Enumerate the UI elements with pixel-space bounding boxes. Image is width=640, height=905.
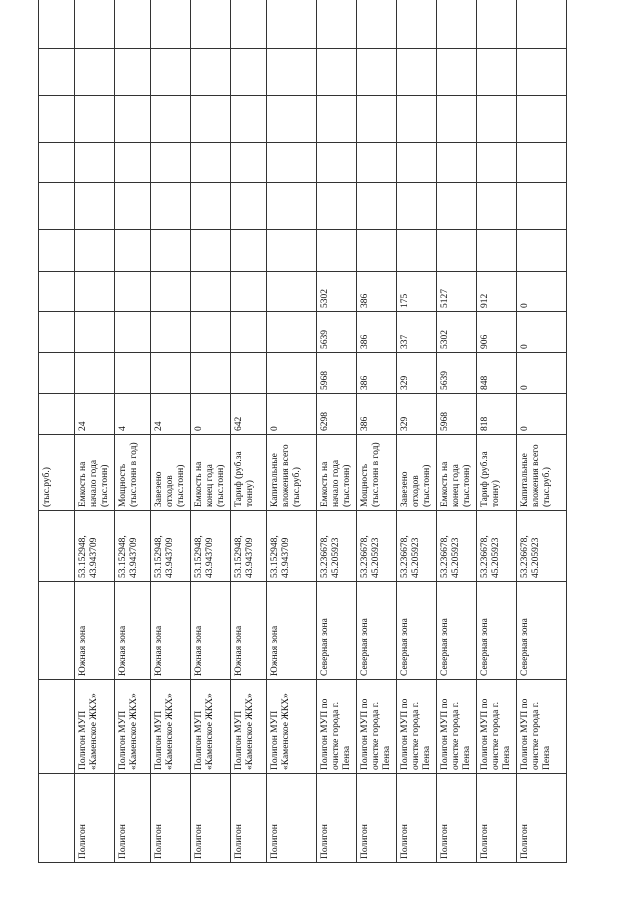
value-cell: [517, 49, 567, 96]
value-cell: [517, 230, 567, 272]
value-cell: 4: [115, 394, 151, 435]
value-cell: 329: [397, 353, 437, 394]
indicator-cell: Мощность (тыс.тонн в год): [357, 435, 397, 511]
value-cell: 5968: [317, 353, 357, 394]
coordinates-cell: 53.236678, 45.205923: [437, 511, 477, 582]
indicator-cell: Завезено отходов (тыс.тонн): [397, 435, 437, 511]
value-cell: [397, 143, 437, 183]
value-cell: 5302: [317, 272, 357, 312]
value-cell: [517, 143, 567, 183]
value-cell: [191, 0, 231, 49]
coordinates-cell: 53.152948, 43.943709: [267, 511, 317, 582]
value-cell: 0: [517, 272, 567, 312]
value-cell: [151, 312, 191, 353]
table-row: [437, 0, 477, 863]
value-cell: [191, 49, 231, 96]
value-cell: [317, 183, 357, 230]
value-cell: [267, 312, 317, 353]
value-cell: [75, 312, 115, 353]
table-row: [397, 0, 437, 863]
value-cell: 5127: [437, 272, 477, 312]
value-cell: [75, 272, 115, 312]
coordinates-cell: 53.152948, 43.943709: [151, 511, 191, 582]
header-cell: [39, 230, 75, 272]
value-cell: [437, 143, 477, 183]
value-cell: [267, 49, 317, 96]
value-cell: [151, 353, 191, 394]
type-cell: Полигон: [267, 774, 317, 863]
value-cell: [397, 230, 437, 272]
zone-cell: Южная зона: [151, 582, 191, 680]
coordinates-cell: 53.236678, 45.205923: [517, 511, 567, 582]
value-cell: [357, 0, 397, 49]
indicator-cell: Тариф (руб.за тонну): [231, 435, 267, 511]
value-cell: [191, 353, 231, 394]
value-cell: 848: [477, 353, 517, 394]
value-cell: [437, 49, 477, 96]
rotated-table-wrapper: [38, 35, 593, 863]
header-cell: [39, 49, 75, 96]
value-cell: [191, 312, 231, 353]
value-cell: [115, 49, 151, 96]
type-cell: Полигон: [357, 774, 397, 863]
coordinates-cell: 53.236678, 45.205923: [477, 511, 517, 582]
type-cell: Полигон: [317, 774, 357, 863]
value-cell: [115, 312, 151, 353]
value-cell: [115, 353, 151, 394]
header-cell: [39, 183, 75, 230]
value-cell: [191, 230, 231, 272]
value-cell: 906: [477, 312, 517, 353]
type-cell: Полигон: [437, 774, 477, 863]
table-row: [191, 0, 231, 863]
value-cell: [397, 0, 437, 49]
value-cell: [231, 143, 267, 183]
coordinates-cell: 53.152948, 43.943709: [75, 511, 115, 582]
table-row: [317, 0, 357, 863]
value-cell: [231, 272, 267, 312]
value-cell: [231, 0, 267, 49]
facility-name-cell: Полигон МУП «Каменское ЖКХ»: [115, 680, 151, 774]
zone-cell: Южная зона: [115, 582, 151, 680]
header-cell: [39, 680, 75, 774]
facility-name-cell: Полигон МУП по очистке города г. Пенза: [317, 680, 357, 774]
table-row: [115, 0, 151, 863]
zone-cell: Северная зона: [477, 582, 517, 680]
table-row: [517, 0, 567, 863]
value-cell: [115, 143, 151, 183]
value-cell: [115, 183, 151, 230]
value-cell: [267, 143, 317, 183]
header-row: [39, 0, 75, 863]
zone-cell: Южная зона: [231, 582, 267, 680]
value-cell: [517, 183, 567, 230]
indicator-cell: Емкость на конец года (тыс.тонн): [191, 435, 231, 511]
value-cell: 0: [191, 394, 231, 435]
value-cell: [115, 272, 151, 312]
zone-cell: Южная зона: [267, 582, 317, 680]
value-cell: 0: [267, 394, 317, 435]
value-cell: [75, 96, 115, 143]
value-cell: [191, 96, 231, 143]
value-cell: 24: [75, 394, 115, 435]
value-cell: 386: [357, 353, 397, 394]
indicator-cell: Тариф (руб.за тонну): [477, 435, 517, 511]
value-cell: [191, 272, 231, 312]
table-row: [357, 0, 397, 863]
value-cell: 386: [357, 312, 397, 353]
value-cell: [437, 96, 477, 143]
facility-name-cell: Полигон МУП «Каменское ЖКХ»: [151, 680, 191, 774]
value-cell: [477, 230, 517, 272]
header-cell: [39, 511, 75, 582]
value-cell: 24: [151, 394, 191, 435]
value-cell: [477, 183, 517, 230]
header-cell: [39, 774, 75, 863]
value-cell: [75, 143, 115, 183]
value-cell: [437, 183, 477, 230]
value-cell: [477, 96, 517, 143]
value-cell: [151, 183, 191, 230]
value-cell: [437, 0, 477, 49]
type-cell: Полигон: [115, 774, 151, 863]
value-cell: [75, 49, 115, 96]
header-cell: [39, 143, 75, 183]
facility-name-cell: Полигон МУП по очистке города г. Пенза: [477, 680, 517, 774]
value-cell: [191, 183, 231, 230]
value-cell: [267, 96, 317, 143]
value-cell: [317, 230, 357, 272]
value-cell: [477, 0, 517, 49]
facility-name-cell: Полигон МУП «Каменское ЖКХ»: [75, 680, 115, 774]
value-cell: [477, 49, 517, 96]
value-cell: 642: [231, 394, 267, 435]
value-cell: [231, 230, 267, 272]
value-cell: [75, 230, 115, 272]
zone-cell: Южная зона: [75, 582, 115, 680]
type-cell: Полигон: [397, 774, 437, 863]
value-cell: [231, 49, 267, 96]
value-cell: [357, 183, 397, 230]
header-cell: [39, 272, 75, 312]
zone-cell: Северная зона: [517, 582, 567, 680]
header-cell: [39, 312, 75, 353]
value-cell: [477, 143, 517, 183]
value-cell: [151, 0, 191, 49]
facility-name-cell: Полигон МУП по очистке города г. Пенза: [517, 680, 567, 774]
value-cell: 175: [397, 272, 437, 312]
value-cell: [357, 230, 397, 272]
header-cell: [39, 582, 75, 680]
value-cell: [397, 96, 437, 143]
header-cell: [39, 353, 75, 394]
value-cell: [231, 312, 267, 353]
value-cell: [151, 49, 191, 96]
value-cell: [231, 353, 267, 394]
table-row: [75, 0, 115, 863]
value-cell: [267, 272, 317, 312]
value-cell: [317, 49, 357, 96]
value-cell: [317, 0, 357, 49]
value-cell: 5968: [437, 394, 477, 435]
value-cell: [267, 353, 317, 394]
value-cell: [267, 230, 317, 272]
value-cell: [75, 0, 115, 49]
value-cell: [115, 96, 151, 143]
value-cell: [317, 96, 357, 143]
type-cell: Полигон: [517, 774, 567, 863]
coordinates-cell: 53.152948, 43.943709: [231, 511, 267, 582]
value-cell: [151, 230, 191, 272]
indicator-cell: Завезено отходов (тыс.тонн): [151, 435, 191, 511]
table-row: [267, 0, 317, 863]
value-cell: 818: [477, 394, 517, 435]
value-cell: 0: [517, 353, 567, 394]
facility-name-cell: Полигон МУП «Каменское ЖКХ»: [231, 680, 267, 774]
value-cell: [231, 96, 267, 143]
type-cell: Полигон: [75, 774, 115, 863]
value-cell: [397, 49, 437, 96]
value-cell: 386: [357, 394, 397, 435]
value-cell: [75, 353, 115, 394]
value-cell: 337: [397, 312, 437, 353]
zone-cell: Северная зона: [357, 582, 397, 680]
value-cell: [151, 96, 191, 143]
value-cell: 5639: [317, 312, 357, 353]
coordinates-cell: 53.236678, 45.205923: [397, 511, 437, 582]
value-cell: 0: [517, 394, 567, 435]
value-cell: [517, 96, 567, 143]
value-cell: [75, 183, 115, 230]
value-cell: [115, 0, 151, 49]
type-cell: Полигон: [191, 774, 231, 863]
header-cell: [39, 96, 75, 143]
value-cell: [437, 230, 477, 272]
header-unit-cell: (тыс.руб.): [39, 435, 75, 511]
header-cell: [39, 0, 75, 49]
indicator-cell: Емкость на конец года (тыс.тонн): [437, 435, 477, 511]
facility-name-cell: Полигон МУП «Каменское ЖКХ»: [191, 680, 231, 774]
coordinates-cell: 53.152948, 43.943709: [115, 511, 151, 582]
value-cell: [357, 49, 397, 96]
indicator-cell: Капитальные вложения всего (тыс.руб.): [267, 435, 317, 511]
indicator-cell: Капитальные вложения всего (тыс.руб.): [517, 435, 567, 511]
value-cell: 5639: [437, 353, 477, 394]
indicator-cell: Емкость на начало года (тыс.тонн): [75, 435, 115, 511]
value-cell: [151, 143, 191, 183]
value-cell: 6298: [317, 394, 357, 435]
coordinates-cell: 53.236678, 45.205923: [317, 511, 357, 582]
facility-name-cell: Полигон МУП «Каменское ЖКХ»: [267, 680, 317, 774]
zone-cell: Северная зона: [317, 582, 357, 680]
indicator-cell: Емкость на начало года (тыс.тонн): [317, 435, 357, 511]
facility-name-cell: Полигон МУП по очистке города г. Пенза: [357, 680, 397, 774]
value-cell: 0: [517, 312, 567, 353]
value-cell: 329: [397, 394, 437, 435]
facility-name-cell: Полигон МУП по очистке города г. Пенза: [437, 680, 477, 774]
facility-name-cell: Полигон МУП по очистке города г. Пенза: [397, 680, 437, 774]
value-cell: [317, 143, 357, 183]
header-cell: [39, 394, 75, 435]
value-cell: 912: [477, 272, 517, 312]
value-cell: [397, 183, 437, 230]
value-cell: [115, 230, 151, 272]
value-cell: [191, 143, 231, 183]
coordinates-cell: 53.236678, 45.205923: [357, 511, 397, 582]
zone-cell: Южная зона: [191, 582, 231, 680]
value-cell: [357, 96, 397, 143]
table-row: [231, 0, 267, 863]
indicator-cell: Мощность (тыс.тонн в год): [115, 435, 151, 511]
value-cell: [517, 0, 567, 49]
type-cell: Полигон: [477, 774, 517, 863]
value-cell: [151, 272, 191, 312]
value-cell: [231, 183, 267, 230]
table-row: [477, 0, 517, 863]
value-cell: 5302: [437, 312, 477, 353]
zone-cell: Северная зона: [437, 582, 477, 680]
type-cell: Полигон: [231, 774, 267, 863]
value-cell: [267, 0, 317, 49]
landfill-table: [38, 0, 567, 863]
zone-cell: Северная зона: [397, 582, 437, 680]
coordinates-cell: 53.152948, 43.943709: [191, 511, 231, 582]
table-row: [151, 0, 191, 863]
value-cell: 386: [357, 272, 397, 312]
type-cell: Полигон: [151, 774, 191, 863]
value-cell: [267, 183, 317, 230]
value-cell: [357, 143, 397, 183]
